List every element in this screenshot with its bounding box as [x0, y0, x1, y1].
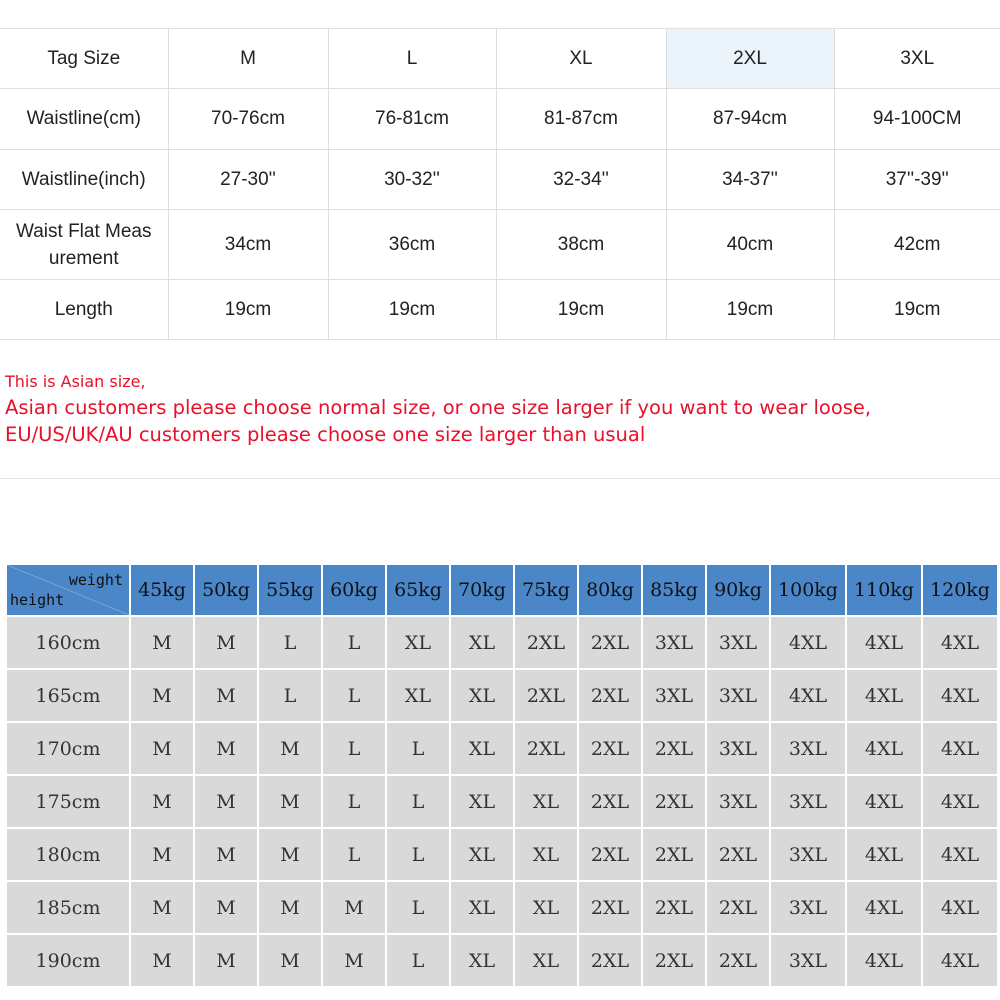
size-cell: M — [259, 935, 321, 986]
size-cell: L — [323, 670, 385, 721]
table-cell: 19cm — [496, 280, 666, 340]
table-cell: 19cm — [168, 280, 328, 340]
size-cell: L — [387, 935, 449, 986]
weight-header-cell: 60kg — [323, 565, 385, 615]
size-cell: L — [387, 776, 449, 827]
size-cell: M — [195, 776, 257, 827]
size-cell: XL — [387, 617, 449, 668]
size-cell: 2XL — [515, 670, 577, 721]
size-table-row — [0, 150, 1000, 210]
row-label-line: Waist Flat Meas — [16, 220, 152, 242]
size-cell: 4XL — [923, 776, 997, 827]
size-cell: M — [131, 776, 193, 827]
table-cell: 34-37'' — [666, 150, 834, 210]
size-cell: 2XL — [579, 829, 641, 880]
size-cell: M — [259, 829, 321, 880]
size-cell: M — [131, 723, 193, 774]
size-cell: L — [387, 882, 449, 933]
table-cell: 19cm — [666, 280, 834, 340]
weight-header-cell: 75kg — [515, 565, 577, 615]
table-cell: 42cm — [834, 210, 1000, 280]
corner-weight-label: weight — [68, 571, 123, 589]
size-cell: 4XL — [923, 829, 997, 880]
table-cell: 19cm — [328, 280, 496, 340]
size-cell: L — [323, 776, 385, 827]
table-cell: 94-100CM — [834, 89, 1000, 150]
row-label: Waistline(cm) — [0, 89, 168, 150]
size-cell: XL — [515, 882, 577, 933]
size-cell: XL — [451, 882, 513, 933]
size-cell: 3XL — [771, 776, 845, 827]
size-cell: 3XL — [707, 670, 769, 721]
height-label: 165cm — [7, 670, 129, 721]
table-cell: 27-30'' — [168, 150, 328, 210]
size-cell: 2XL — [643, 935, 705, 986]
size-cell: 2XL — [515, 617, 577, 668]
weight-header-cell: 80kg — [579, 565, 641, 615]
weight-header-cell: 120kg — [923, 565, 997, 615]
weight-header-cell: 65kg — [387, 565, 449, 615]
height-label: 180cm — [7, 829, 129, 880]
height-row — [7, 670, 997, 721]
size-cell: 4XL — [923, 882, 997, 933]
size-cell: M — [259, 776, 321, 827]
size-header-cell: M — [168, 29, 328, 89]
size-cell: L — [387, 723, 449, 774]
size-cell: 2XL — [643, 776, 705, 827]
weight-header-cell: 100kg — [771, 565, 845, 615]
table-cell: 32-34'' — [496, 150, 666, 210]
size-cell: M — [195, 935, 257, 986]
size-cell: 2XL — [579, 723, 641, 774]
height-row — [7, 829, 997, 880]
size-cell: XL — [451, 935, 513, 986]
weight-height-chart — [5, 563, 999, 988]
weight-header-cell: 110kg — [847, 565, 921, 615]
size-cell: 2XL — [707, 935, 769, 986]
table-cell: 38cm — [496, 210, 666, 280]
size-cell: M — [323, 882, 385, 933]
row-label-line: urement — [48, 247, 119, 269]
row-label: Length — [0, 280, 168, 340]
size-cell: XL — [515, 829, 577, 880]
size-cell: M — [131, 882, 193, 933]
size-cell: 3XL — [771, 723, 845, 774]
note-line: This is Asian size, — [5, 372, 146, 391]
divider — [0, 478, 1000, 479]
size-table-row — [0, 280, 1000, 340]
corner-height-label: height — [10, 591, 65, 609]
size-header-cell: Tag Size — [0, 29, 168, 89]
size-cell: XL — [451, 776, 513, 827]
table-cell: 81-87cm — [496, 89, 666, 150]
height-row — [7, 776, 997, 827]
size-cell: 2XL — [643, 882, 705, 933]
weight-header-cell: 70kg — [451, 565, 513, 615]
size-cell: M — [195, 829, 257, 880]
table-cell: 87-94cm — [666, 89, 834, 150]
height-label: 185cm — [7, 882, 129, 933]
size-cell: XL — [451, 723, 513, 774]
size-header-cell: 2XL — [666, 29, 834, 89]
size-cell: L — [387, 829, 449, 880]
size-cell: M — [195, 882, 257, 933]
table-cell: 34cm — [168, 210, 328, 280]
size-cell: 4XL — [771, 617, 845, 668]
size-cell: 3XL — [707, 723, 769, 774]
size-cell: 2XL — [643, 723, 705, 774]
height-row — [7, 935, 997, 986]
size-cell: 4XL — [847, 776, 921, 827]
height-label: 170cm — [7, 723, 129, 774]
size-cell: 2XL — [579, 776, 641, 827]
size-cell: M — [259, 882, 321, 933]
weight-header-row — [7, 565, 997, 615]
size-table-header-row — [0, 29, 1000, 89]
size-header-cell: 3XL — [834, 29, 1000, 89]
table-cell: 30-32'' — [328, 150, 496, 210]
size-cell: 4XL — [847, 670, 921, 721]
size-cell: XL — [451, 670, 513, 721]
size-cell: 3XL — [771, 935, 845, 986]
size-cell: L — [259, 617, 321, 668]
size-cell: 4XL — [847, 829, 921, 880]
size-table-row — [0, 210, 1000, 280]
height-row — [7, 617, 997, 668]
size-cell: 4XL — [771, 670, 845, 721]
size-cell: 2XL — [579, 617, 641, 668]
table-cell: 40cm — [666, 210, 834, 280]
note-line: EU/US/UK/AU customers please choose one size larger than usual — [5, 423, 646, 446]
size-cell: M — [323, 935, 385, 986]
size-cell: M — [195, 723, 257, 774]
size-header-cell: XL — [496, 29, 666, 89]
table-cell: 76-81cm — [328, 89, 496, 150]
height-label: 190cm — [7, 935, 129, 986]
size-cell: M — [131, 617, 193, 668]
size-cell: 2XL — [643, 829, 705, 880]
row-label: Waistline(inch) — [0, 150, 168, 210]
size-cell: 4XL — [923, 723, 997, 774]
size-cell: XL — [387, 670, 449, 721]
corner-cell — [7, 565, 129, 615]
height-label: 175cm — [7, 776, 129, 827]
size-cell: M — [195, 617, 257, 668]
size-cell: 4XL — [923, 670, 997, 721]
size-cell: L — [323, 723, 385, 774]
size-cell: L — [259, 670, 321, 721]
size-cell: 4XL — [923, 935, 997, 986]
weight-header-cell: 50kg — [195, 565, 257, 615]
size-table-row — [0, 89, 1000, 150]
size-cell: M — [131, 670, 193, 721]
size-cell: 4XL — [847, 882, 921, 933]
size-cell: 3XL — [771, 829, 845, 880]
size-cell: L — [323, 829, 385, 880]
size-cell: 4XL — [923, 617, 997, 668]
size-cell: 2XL — [579, 882, 641, 933]
size-cell: M — [131, 829, 193, 880]
size-cell: 3XL — [643, 617, 705, 668]
size-cell: 3XL — [707, 617, 769, 668]
size-cell: 2XL — [515, 723, 577, 774]
weight-header-cell: 55kg — [259, 565, 321, 615]
row-label — [0, 210, 168, 280]
table-cell: 70-76cm — [168, 89, 328, 150]
size-cell: 3XL — [707, 776, 769, 827]
size-cell: XL — [515, 776, 577, 827]
size-note — [5, 370, 995, 448]
weight-header-cell: 45kg — [131, 565, 193, 615]
table-cell: 37''-39'' — [834, 150, 1000, 210]
height-row — [7, 723, 997, 774]
size-cell: 4XL — [847, 723, 921, 774]
table-cell: 19cm — [834, 280, 1000, 340]
size-header-cell: L — [328, 29, 496, 89]
height-label: 160cm — [7, 617, 129, 668]
size-cell: 2XL — [579, 935, 641, 986]
size-cell: M — [131, 935, 193, 986]
size-cell: L — [323, 617, 385, 668]
weight-header-cell: 85kg — [643, 565, 705, 615]
size-cell: XL — [451, 829, 513, 880]
size-cell: 2XL — [707, 829, 769, 880]
size-cell: 2XL — [579, 670, 641, 721]
size-cell: 4XL — [847, 617, 921, 668]
height-row — [7, 882, 997, 933]
size-cell: 4XL — [847, 935, 921, 986]
size-cell: 3XL — [643, 670, 705, 721]
size-cell: XL — [515, 935, 577, 986]
size-table — [0, 28, 1000, 340]
size-cell: 3XL — [771, 882, 845, 933]
size-cell: XL — [451, 617, 513, 668]
size-cell: M — [195, 670, 257, 721]
weight-header-cell: 90kg — [707, 565, 769, 615]
size-cell: 2XL — [707, 882, 769, 933]
note-line: Asian customers please choose normal size, or one size larger if you want to wear loose, — [5, 396, 872, 419]
size-cell: M — [259, 723, 321, 774]
table-cell: 36cm — [328, 210, 496, 280]
